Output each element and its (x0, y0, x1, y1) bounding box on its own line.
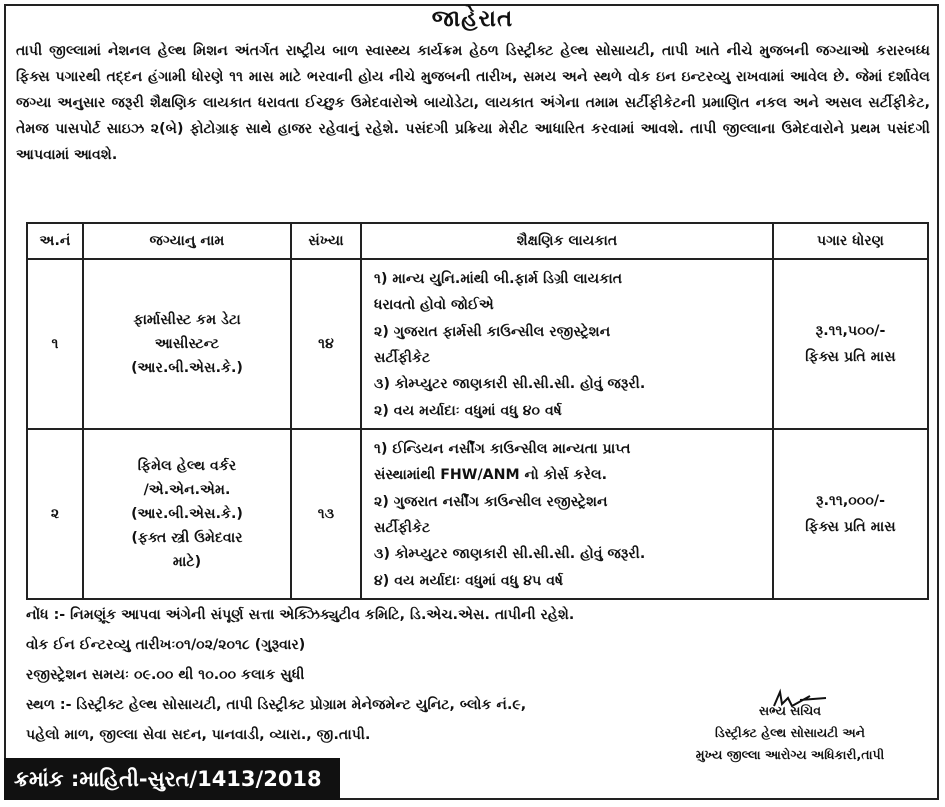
qualification-line: ૨) ગુજરાત ફાર્મસી કાઉન્સીલ રજીસ્ટ્રેશન (374, 323, 611, 340)
header-post-name: જગ્યાનુ નામ (83, 223, 291, 259)
signatory-org: ડિસ્ટ્રીક્ટ હેલ્થ સોસાયટી અને (715, 725, 865, 740)
qualification-line: ૧) માન્ય યુનિ.માંથી બી.ફાર્મ ડિગ્રી લાયકાત (374, 271, 623, 288)
pay-amount: રૂ.૧૧,૦૦૦/- (816, 493, 885, 509)
qualification-line: ૧) ઈન્ડિયન નર્સીંગ કાઉન્સીલ માન્યતા પ્રાપ્ત (374, 441, 631, 458)
row-post-name (83, 429, 291, 599)
header-pay-scale: પગાર ધોરણ (773, 223, 928, 259)
header-qualification: શૈક્ષણિક લાયકાત (361, 223, 773, 259)
interview-date: વોક ઈન ઈન્ટરવ્યુ તારીખઃ૦૧/૦૨/૨૦૧૮ (ગુરૂવાર) (26, 637, 306, 653)
qualification-line: સર્ટીફીકેટ (374, 350, 431, 366)
post-name-line: આસીસ્ટન્ટ (154, 336, 220, 352)
signatory-office: મુખ્ય જીલ્લા આરોગ્ય અધિકારી,તાપી (695, 747, 885, 762)
row-sr: ૧ (27, 259, 83, 429)
row-sr: ૨ (27, 429, 83, 599)
post-name-line: ફિમેલ હેલ્થ વર્કર (137, 458, 237, 474)
post-name-line: (આર.બી.એસ.કે.) (131, 506, 243, 522)
venue-line: સ્થળ :- ડિસ્ટ્રીક્ટ હેલ્થ સોસાયટી, તાપી ડિસ્ટ્રીક્ટ પ્રોગ્રામ મેનેજમેન્ટ યુનિટ, બ્લોક નં.૯, (26, 697, 527, 713)
qualification-line: ૨) વય મર્યાદાઃ વધુમાં વધુ ૪૦ વર્ષ (374, 402, 562, 419)
qualification-line: ૨) ગુજરાત નર્સીંગ કાઉન્સીલ રજીસ્ટ્રેશન (374, 493, 608, 510)
pay-period: ફિક્સ પ્રતિ માસ (805, 519, 896, 535)
reference-number-badge: ક્રમાંક :માહિતી-સુરત/1413/2018 (4, 758, 340, 800)
row-count: ૧૪ (291, 259, 361, 429)
row-qualification (361, 429, 773, 599)
qualification-line: ૪) વય મર્યાદાઃ વધુમાં વધુ ૪૫ વર્ષ (374, 572, 564, 589)
intro-paragraph: તાપી જીલ્લામાં નેશનલ હેલ્થ મિશન અંતર્ગત રાષ્ટ્રીય બાળ સ્વાસ્થ્ય કાર્યક્રમ હેઠળ ડિસ્ટ્રીક્ટ હેલ્થ સોસાયટી, તાપી ખાતે નીચે મુજબની જગ્યાઓ કરારબધ્ધ ફિક્સ પગારથી તદ્દન હંગામી ધોરણે ૧૧ માસ માટે ભરવાની હોય નીચે મુજબની તારીખ, સમય અને સ્થળે વોક ઇન ઇન્ટરવ્યુ રાખવામાં આવેલ છે. જેમાં દર્શાવેલ જગ્યા અનુસાર જરૂરી શૈક્ષણિક લાયકાત ધરાવતા ઈચ્છુક ઉમેદવારોએ બાયોડેટા, લાયકાત અંગેના તમામ સર્ટીફીકેટની પ્રમાણિત નકલ અને અસલ સર્ટીફીકેટ, તેમજ પાસપોર્ટ સાઇઝ ૨(બે) ફોટોગ્રાફ સાથે હાજર રહેવાનું રહેશે. પસંદગી પ્રક્રિયા મેરીટ આધારિત કરવામાં આવશે. તાપી જીલ્લાના ઉમેદવારોને પ્રથમ પસંદગી આપવામાં આવશે. (16, 43, 930, 163)
table-row (27, 429, 928, 599)
qualification-line: સર્ટીફીકેટ (374, 520, 431, 536)
post-name-line: (આર.બી.એસ.કે.) (131, 360, 243, 376)
notice-title: જાહેરાત (431, 6, 514, 32)
qualification-line: સંસ્થામાંથી FHW/ANM નો કોર્સ કરેલ. (374, 467, 608, 484)
pay-amount: રૂ.૧૧,૫૦૦/- (815, 323, 886, 339)
post-name-line: /એ.એન.એમ. (143, 482, 231, 498)
vacancy-table (26, 222, 929, 600)
pay-period: ફિક્સ પ્રતિ માસ (805, 349, 896, 365)
row-post-name (83, 259, 291, 429)
qualification-line: ધરાવતો હોવો જોઈએ (374, 297, 494, 314)
header-count: સંખ્યા (291, 223, 361, 259)
post-name-line: ફાર્માસીસ્ટ કમ ડેટા (133, 312, 241, 328)
table-row (27, 259, 928, 429)
row-qualification (361, 259, 773, 429)
signatory-title: સભ્ય સચિવ (758, 703, 822, 718)
post-name-line: માટે) (172, 554, 202, 570)
header-sr: અ.નં (27, 223, 83, 259)
registration-time: રજીસ્ટ્રેશન સમયઃ ૦૯.૦૦ થી ૧૦.૦૦ કલાક સુધી (26, 667, 305, 683)
signatory-block (640, 700, 940, 766)
row-pay-scale (773, 429, 928, 599)
table-header-row (27, 223, 928, 259)
note-authority: નોંધ :- નિમણૂંક આપવા અંગેની સંપૂર્ણ સત્તા એક્ઝિક્યુટીવ કમિટિ, ડિ.એચ.એસ. તાપીની રહેશે. (26, 607, 575, 623)
qualification-line: ૩) કોમ્પ્યુટર જાણકારી સી.સી.સી. હોવું જરૂરી. (374, 376, 646, 393)
post-name-line: (ફક્ત સ્ત્રી ઉમેદવાર (131, 530, 243, 546)
venue-line: પહેલો માળ, જીલ્લા સેવા સદન, પાનવાડી, વ્યારા., જી.તાપી. (26, 727, 371, 743)
row-pay-scale (773, 259, 928, 429)
row-count: ૧૩ (291, 429, 361, 599)
qualification-line: ૩) કોમ્પ્યુટર જાણકારી સી.સી.સી. હોવું જરૂરી. (374, 546, 646, 563)
